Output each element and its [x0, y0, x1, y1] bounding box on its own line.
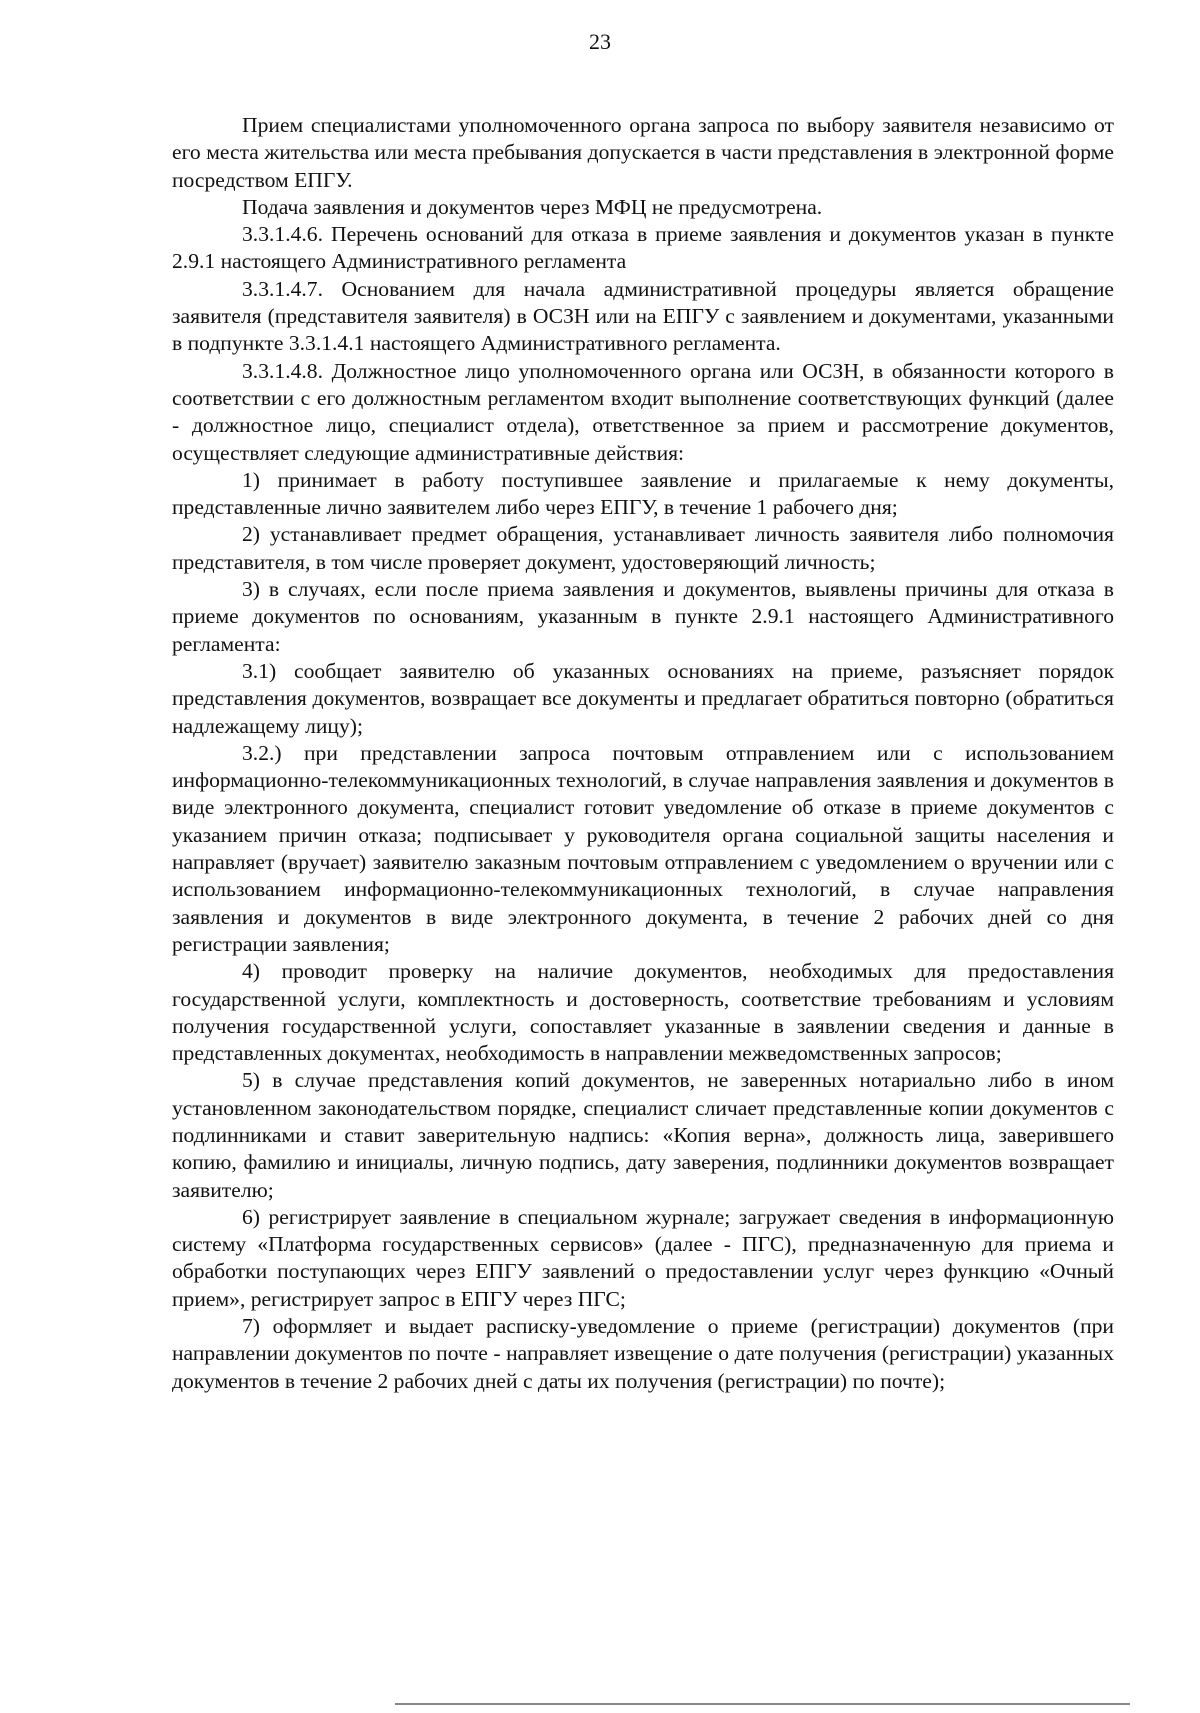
list-item: 2) устанавливает предмет обращения, устанавливает личность заявителя либо полномочия представителя, в том числе проверяет документ, удостоверяющий личность; — [172, 522, 1114, 574]
list-item: 1) принимает в работу поступившее заявление и прилагаемые к нему документы, представленные лично заявителем либо через ЕПГУ, в течение 1 рабочего дня; — [172, 467, 1114, 520]
paragraph: Подача заявления и документов через МФЦ не предусмотрена. — [242, 194, 823, 219]
paragraph: 3.3.1.4.7. Основанием для начала административной процедуры является обращение заявителя (представителя заявителя) в ОСЗН или на ЕПГУ с заявлением и документами, указанными в подпункте 3.3.1.4.1 настоящего Административного регламента. — [172, 276, 1114, 356]
list-item: 5) в случае представления копий документов, не заверенных нотариально либо в ином установленном законодательством порядке, специалист сличает представленные копии документов с подлинниками и ставит заверительную надпись: «Копия верна», должность лица, заверившего копию, фамилию и инициалы, личную подпись, дату заверения, подлинники документов возвращает заявителю; — [172, 1068, 1114, 1202]
list-item: 3.1) сообщает заявителю об указанных основаниях на приеме, разъясняет порядок представления документов, возвращает все документы и предлагает обратиться повторно (обратиться надлежащему лицу); — [172, 658, 1114, 738]
bottom-divider — [395, 1703, 1130, 1705]
page-number: 23 — [589, 29, 611, 54]
list-item: 4) проводит проверку на наличие документов, необходимых для предоставления государственной услуги, комплектность и достоверность, соответствие требованиям и условиям получения государственной услуги, сопоставляет указанные в заявлении сведения и данные в представленных документах, необходимость в направлении межведомственных запросов; — [172, 959, 1114, 1066]
list-item: 7) оформляет и выдает расписку-уведомление о приеме (регистрации) документов (при направлении документов по почте - направляет извещение о дате получения (регистрации) указанных документов в течение 2 рабочих дней с даты их получения (регистрации) по почте); — [172, 1314, 1114, 1393]
paragraph: Прием специалистами уполномоченного органа запроса по выбору заявителя независимо от его места жительства или места пребывания допускается в части представления в электронной форме посредством ЕПГУ. — [172, 113, 1114, 192]
document-body — [172, 112, 1114, 1395]
list-item: 3.2.) при представлении запроса почтовым отправлением или с использованием информационно-телекоммуникационных технологий, в случае направления заявления и документов в виде электронного документа, специалист готовит уведомление об отказе в приеме документов с указанием причин отказа; подписывает у руководителя органа социальной защиты населения и направляет (вручает) заявителю заказным почтовым отправлением с уведомлением о вручении или с использованием информационно-телекоммуникационных технологий, в случае направления заявления и документов в виде электронного документа, в течение 2 рабочих дней со дня регистрации заявления; — [172, 740, 1114, 956]
list-item: 6) регистрирует заявление в специальном журнале; загружает сведения в информационную систему «Платформа государственных сервисов» (далее - ПГС), предназначенную для приема и обработки поступающих через ЕПГУ заявлений о предоставлении услуг через функцию «Очный прием», регистрирует запрос в ЕПГУ через ПГС; — [172, 1204, 1114, 1311]
paragraph: 3.3.1.4.8. Должностное лицо уполномоченного органа или ОСЗН, в обязанности которого в соответствии с его должностным регламентом входит выполнение соответствующих функций (далее - должностное лицо, специалист отдела), ответственное за прием и рассмотрение документов, осуществляет следующие административные действия: — [172, 358, 1114, 465]
list-item: 3) в случаях, если после приема заявления и документов, выявлены причины для отказа в приеме документов по основаниям, указанным в пункте 2.9.1 настоящего Административного регламента: — [172, 577, 1114, 656]
paragraph: 3.3.1.4.6. Перечень оснований для отказа в приеме заявления и документов указан в пункте 2.9.1 настоящего Административного регламента — [172, 222, 1114, 274]
